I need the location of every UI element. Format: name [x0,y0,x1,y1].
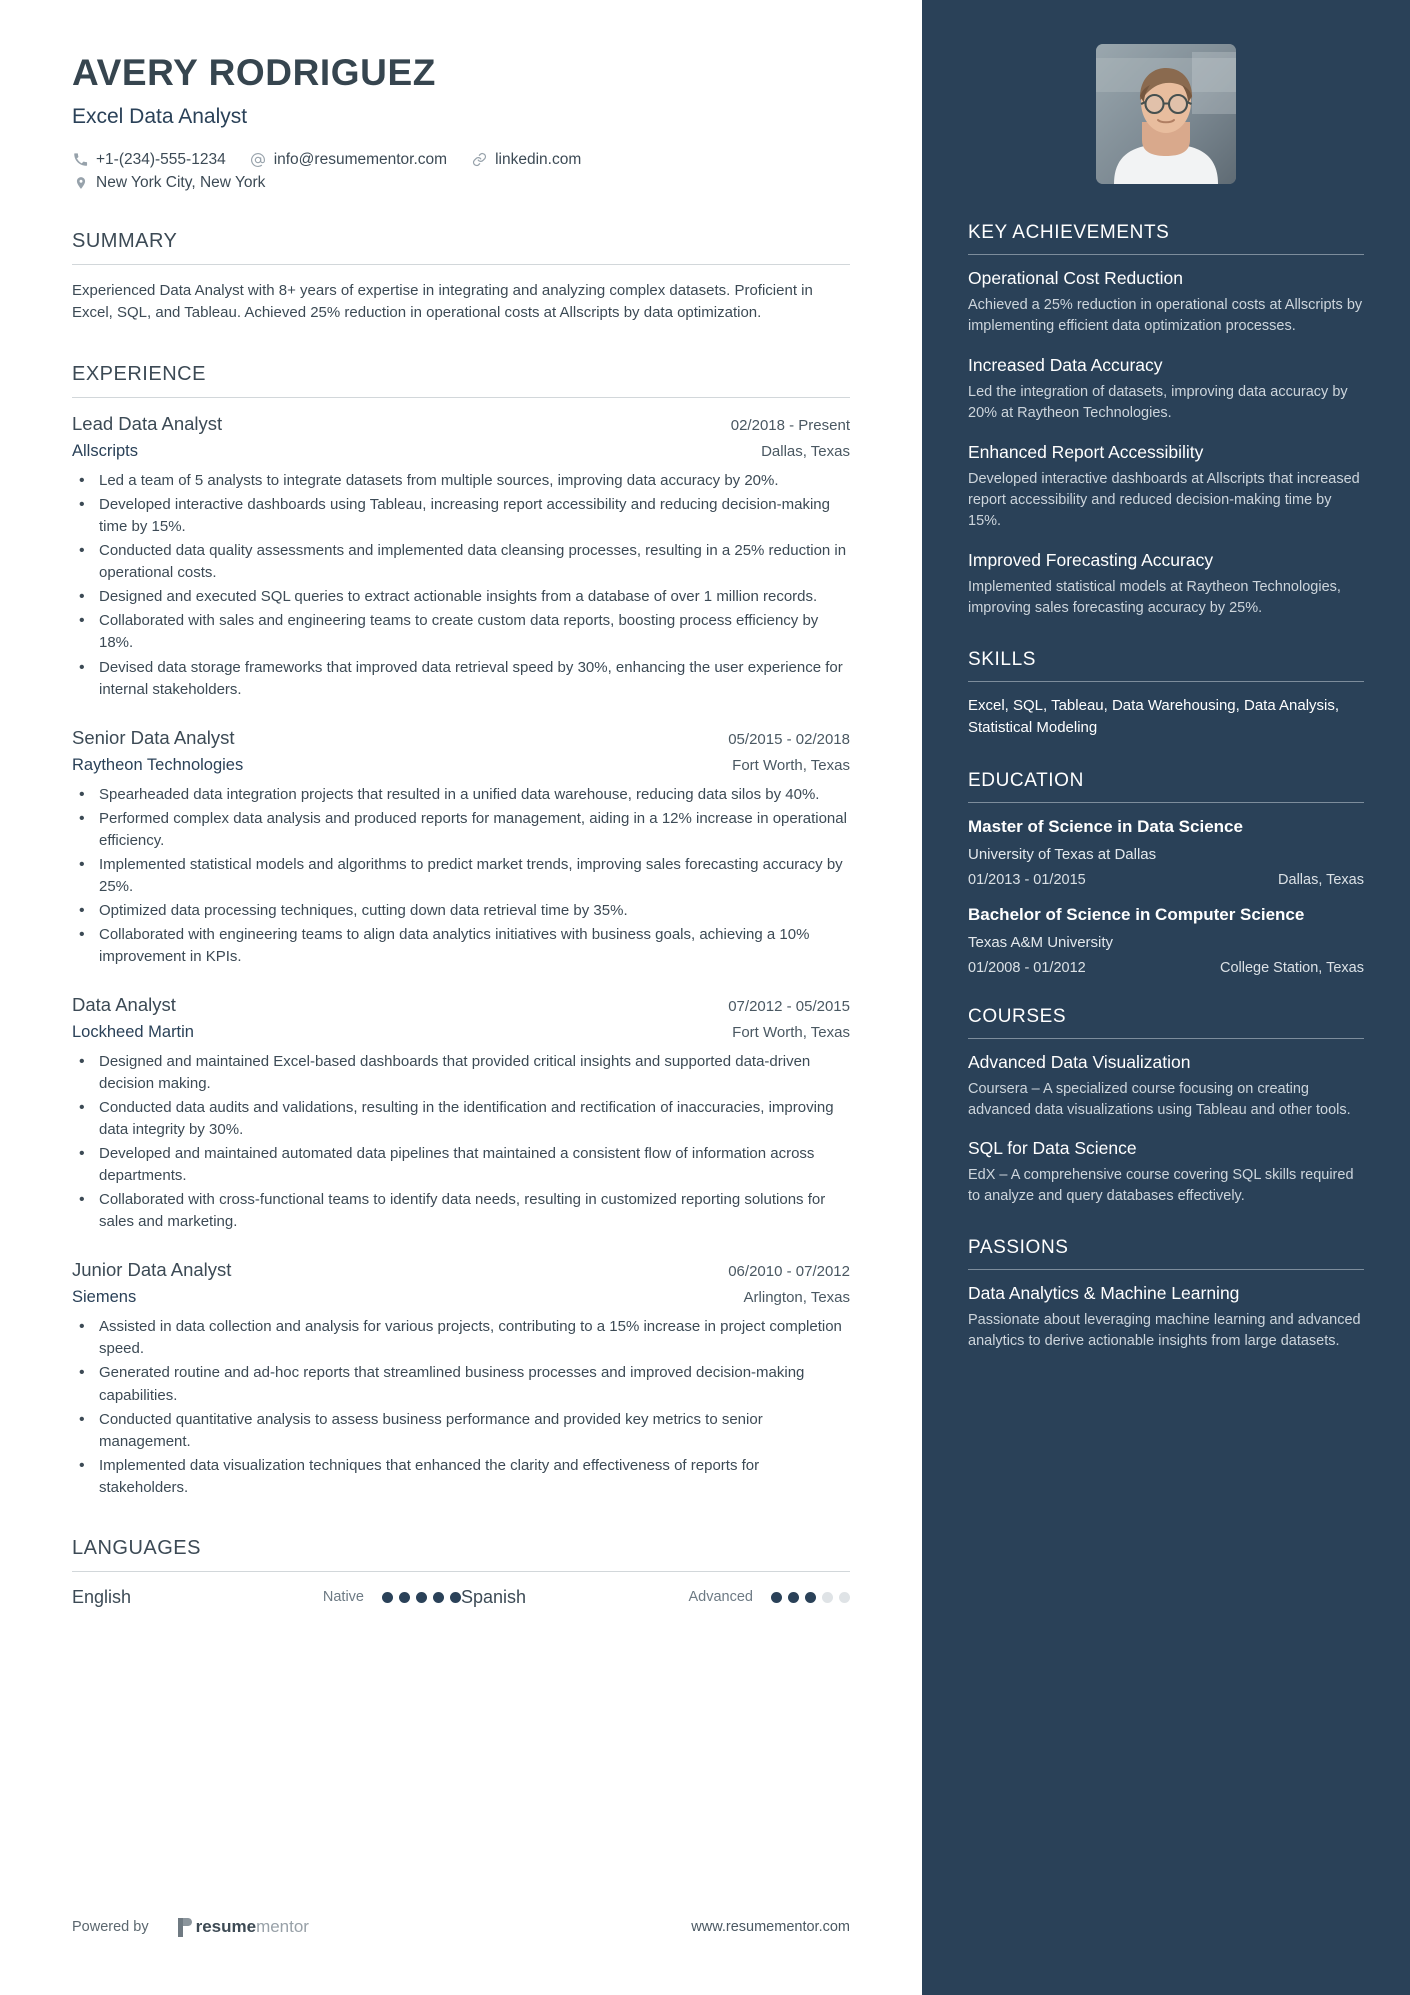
experience-bullet: • Performed complex data analysis and produced reports for management, aiding in a 12% increase in operational efficiency. [72,808,850,852]
experience-bullet: • Conducted quantitative analysis to assess business performance and provided key metrics to senior management. [72,1409,850,1453]
achievement-description: Implemented statistical models at Raytheon Technologies, improving sales forecasting accuracy by 25%. [968,578,1341,616]
experience-bullet: • Collaborated with sales and engineering teams to create custom data reports, boosting process efficiency by 18%. [72,610,850,654]
sidebar-heading-education: EDUCATION [968,770,1364,803]
experience-bullet: • Collaborated with cross-functional teams to identify data needs, resulting in customized reporting solutions for sales and marketing. [72,1189,850,1233]
resumementor-logo[interactable] [177,1917,309,1937]
experience-item-header [72,727,850,749]
language-dot [416,1592,427,1603]
experience-date: 05/2015 - 02/2018 [728,730,850,748]
education-degree: Master of Science in Data Science [968,816,1243,836]
passion-title: Data Analytics & Machine Learning [968,1282,1240,1303]
experience-location: Fort Worth, Texas [732,756,850,774]
language-dot [788,1592,799,1603]
education-location: Dallas, Texas [1278,871,1364,888]
experience-item [72,1259,850,1498]
experience-bullet: • Implemented statistical models and algorithms to predict market trends, improving sales forecasting accuracy by 25%. [72,854,850,898]
course-item [968,1138,1364,1207]
powered-by-label: Powered by [72,1919,149,1935]
skills-text: Excel, SQL, Tableau, Data Warehousing, Data Analysis, Statistical Modeling [968,696,1340,737]
phone-icon [72,151,89,168]
experience-item-subheader [72,1288,850,1307]
experience-bullets [72,470,850,700]
passion-item [968,1283,1364,1352]
contact-email[interactable] [250,151,447,169]
experience-bullet: • Developed and maintained automated data pipelines that maintained a consistent flow of information across departments. [72,1143,850,1187]
experience-item-subheader [72,756,850,775]
experience-role: Lead Data Analyst [72,413,223,435]
language-item [461,1587,850,1608]
contact-website-text: linkedin.com [495,150,582,168]
contact-phone[interactable] [72,151,226,169]
footer [72,1917,850,1937]
language-rating [382,1592,461,1603]
language-level: Native [322,1589,364,1606]
section-experience [72,363,850,1499]
summary-text: Experienced Data Analyst with 8+ years of expertise in integrating and analyzing complex datasets. Proficient in Excel, SQL, and Tableau. Achieved 25% reduction in operational costs at Allscripts by data optimization. [72,281,813,322]
experience-company: Lockheed Martin [72,1022,194,1041]
language-name: Spanish [461,1586,527,1607]
sidebar-section-education [968,770,1364,977]
language-dot [839,1592,850,1603]
at-sign-icon [250,151,267,168]
experience-bullet: • Devised data storage frameworks that improved data retrieval speed by 30%, enhancing the user experience for internal stakeholders. [72,657,850,701]
experience-bullet: • Developed interactive dashboards using Tableau, increasing report accessibility and reducing decision-making time by 15%. [72,494,850,538]
sidebar-heading-courses: COURSES [968,1006,1364,1039]
experience-bullet: • Led a team of 5 analysts to integrate datasets from multiple sources, improving data accuracy by 20%. [72,470,850,492]
achievement-title: Enhanced Report Accessibility [968,441,1204,462]
section-heading-languages: LANGUAGES [72,1537,850,1572]
achievement-title: Increased Data Accuracy [968,354,1163,375]
experience-company: Siemens [72,1288,137,1307]
experience-location: Fort Worth, Texas [732,1023,850,1041]
language-dot [450,1592,461,1603]
contact-line-1 [72,151,850,169]
experience-bullets [72,784,850,968]
sidebar-heading-achievements: KEY ACHIEVEMENTS [968,222,1364,255]
sidebar-section-courses [968,1006,1364,1207]
education-date: 01/2013 - 01/2015 [968,871,1086,888]
experience-item-header [72,994,850,1016]
language-dot [771,1592,782,1603]
passions-list [968,1270,1364,1352]
experience-location: Arlington, Texas [743,1289,850,1307]
course-item [968,1052,1364,1121]
course-title: SQL for Data Science [968,1138,1137,1159]
experience-bullet: • Assisted in data collection and analysis for various projects, contributing to a 15% increase in project completion speed. [72,1316,850,1360]
experience-bullets [72,1051,850,1233]
education-degree: Bachelor of Science in Computer Science [968,904,1305,924]
achievement-description: Led the integration of datasets, improving data accuracy by 20% at Raytheon Technologies. [968,383,1348,421]
brand-name-bold: resume [195,1917,257,1936]
header-block [72,52,850,192]
sidebar-section-achievements [968,222,1364,619]
experience-item [72,727,850,968]
experience-bullet: • Optimized data processing techniques, cutting down data retrieval time by 35%. [72,900,850,922]
headline-job-title: Excel Data Analyst [72,104,248,128]
section-heading-experience: EXPERIENCE [72,363,850,398]
achievement-description: Achieved a 25% reduction in operational costs at Allscripts by implementing efficient data optimization processes. [968,296,1363,334]
contact-line-2 [72,174,850,192]
language-dot [822,1592,833,1603]
experience-bullet: • Spearheaded data integration projects that resulted in a unified data warehouse, reducing data silos by 40%. [72,784,850,806]
experience-item-subheader [72,1023,850,1042]
avatar-wrap [968,44,1364,184]
experience-bullet: • Generated routine and ad-hoc reports that streamlined business processes and improved decision-making capabilities. [72,1362,850,1406]
map-pin-icon [72,174,89,191]
sidebar-heading-skills: SKILLS [968,649,1364,682]
achievement-item [968,355,1364,424]
contact-email-text: info@resumementor.com [273,150,448,168]
achievement-item [968,442,1364,532]
language-dot [382,1592,393,1603]
contact-location [72,174,265,192]
course-title: Advanced Data Visualization [968,1052,1191,1073]
courses-list [968,1039,1364,1207]
avatar [1096,44,1236,184]
language-level: Advanced [688,1589,753,1606]
course-description: Coursera – A specialized course focusing on creating advanced data visualizations using Tableau and other tools. [968,1081,1351,1119]
achievement-description: Developed interactive dashboards at Allscripts that increased report accessibility and reduced decision-making time by 15%. [968,470,1360,529]
experience-list [72,398,850,1499]
education-school: University of Texas at Dallas [968,845,1157,863]
experience-role: Senior Data Analyst [72,726,235,748]
education-item [968,904,1364,976]
experience-date: 07/2012 - 05/2015 [728,997,850,1015]
section-languages [72,1537,850,1608]
experience-bullet: • Conducted data audits and validations, resulting in the identification and rectification of inaccuracies, improving data integrity by 30%. [72,1097,850,1141]
sidebar-heading-passions: PASSIONS [968,1237,1364,1270]
experience-item-subheader [72,442,850,461]
experience-bullet: • Designed and executed SQL queries to extract actionable insights from a database of over 1 million records. [72,586,850,608]
education-item [968,816,1364,888]
experience-item-header [72,413,850,435]
contact-location-text: New York City, New York [96,173,266,191]
experience-company: Raytheon Technologies [72,755,244,774]
education-location: College Station, Texas [1219,960,1364,977]
education-meta [968,960,1364,976]
brand-name-light: mentor [256,1917,309,1936]
education-meta [968,872,1364,888]
bookmark-icon [177,1918,192,1937]
experience-item [72,413,850,700]
achievement-title: Improved Forecasting Accuracy [968,549,1214,570]
sidebar-section-skills [968,649,1364,740]
experience-role: Junior Data Analyst [72,1259,232,1281]
page-title: AVERY RODRIGUEZ [72,52,436,93]
achievement-item [968,550,1364,619]
experience-location: Dallas, Texas [761,443,850,461]
contact-phone-text: +1-(234)-555-1234 [96,150,226,168]
course-description: EdX – A comprehensive course covering SQL skills required to analyze and query databases effectively. [968,1166,1354,1204]
education-school: Texas A&M University [968,934,1114,952]
experience-company: Allscripts [72,442,139,461]
language-dot [805,1592,816,1603]
language-dot [433,1592,444,1603]
contact-block [72,151,850,192]
language-item [72,1587,461,1608]
section-heading-summary: SUMMARY [72,230,850,265]
experience-date: 02/2018 - Present [730,417,850,435]
achievements-list [968,255,1364,619]
experience-bullet: • Implemented data visualization techniques that enhanced the clarity and effectiveness of reports for stakeholders. [72,1455,850,1499]
experience-role: Data Analyst [72,993,176,1015]
contact-website[interactable] [471,151,581,169]
sidebar [922,0,1410,1995]
experience-bullet: • Collaborated with engineering teams to align data analytics initiatives with business goals, achieving a 10% improvement in KPIs. [72,924,850,968]
achievement-title: Operational Cost Reduction [968,268,1183,288]
education-date: 01/2008 - 01/2012 [968,960,1086,977]
experience-bullets [72,1316,850,1498]
achievement-item [968,268,1364,337]
education-list [968,803,1364,977]
link-icon [471,151,488,168]
languages-list [72,1587,850,1608]
footer-brand-block [72,1917,309,1937]
language-dot [399,1592,410,1603]
experience-item [72,994,850,1233]
experience-date: 06/2010 - 07/2012 [728,1263,850,1281]
experience-bullet: • Conducted data quality assessments and implemented data cleansing processes, resulting in a 25% reduction in operational costs. [72,540,850,584]
sidebar-section-passions [968,1237,1364,1352]
language-rating [771,1592,850,1603]
experience-item-header [72,1259,850,1281]
language-name: English [72,1586,132,1607]
passion-description: Passionate about leveraging machine learning and advanced analytics to derive actionable insights from large datasets. [968,1311,1361,1349]
footer-url[interactable]: www.resumementor.com [691,1919,850,1935]
experience-bullet: • Designed and maintained Excel-based dashboards that provided critical insights and supported data-driven decision making. [72,1051,850,1095]
section-summary [72,230,850,326]
profile-photo-illustration [1096,44,1236,184]
